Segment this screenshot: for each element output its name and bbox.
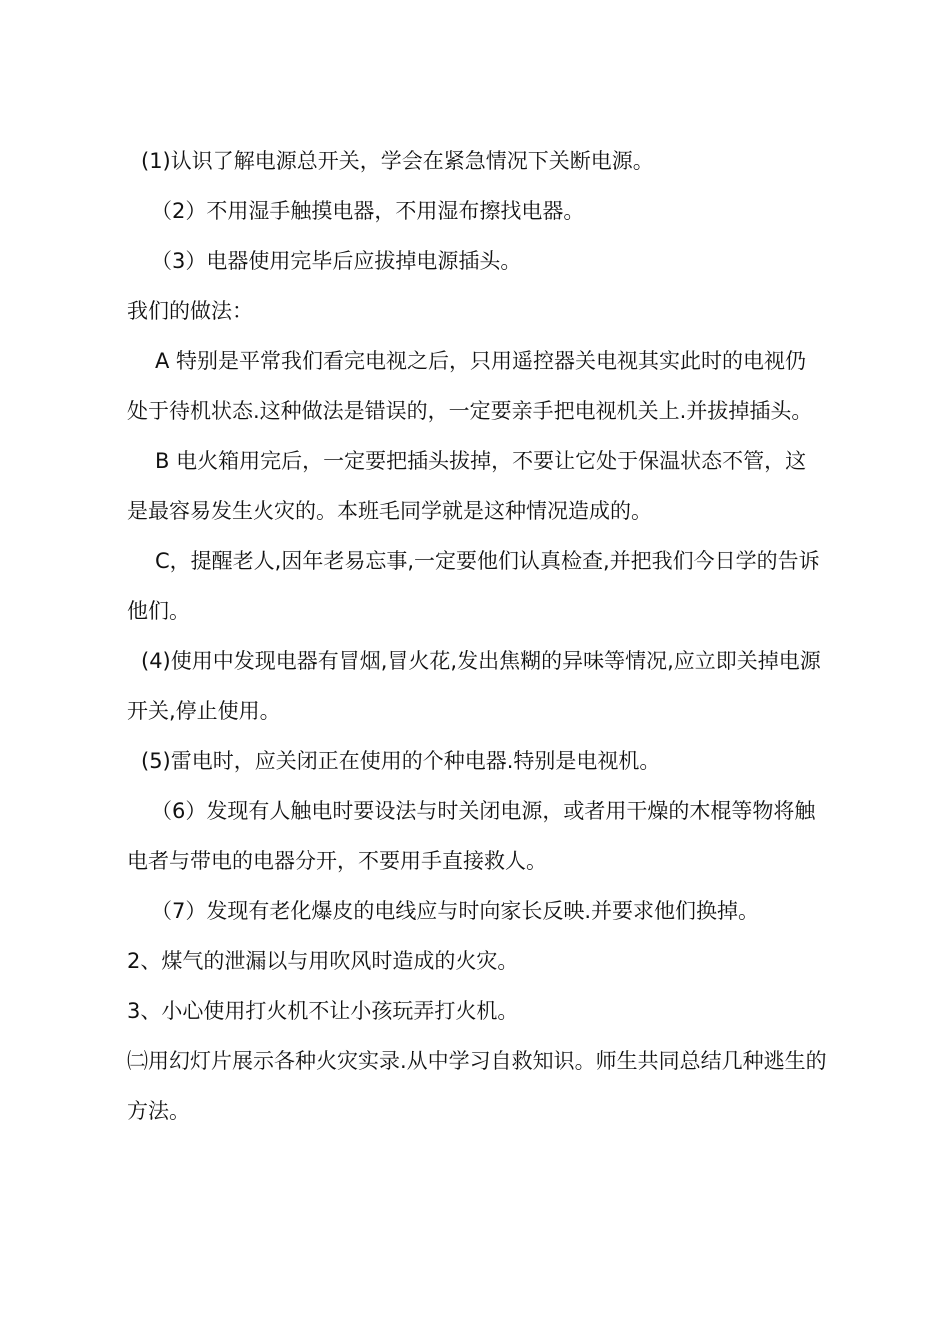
document-body bbox=[127, 136, 827, 1136]
paragraph-approach-a: A 特别是平常我们看完电视之后，只用遥控器关电视其实此时的电视仍处于待机状态.这种做法是错误的，一定要亲手把电视机关上.并拔掉插头。 bbox=[127, 349, 813, 423]
paragraph-approach-b: B 电火箱用完后，一定要把插头拔掉，不要让它处于保温状态不管，这是最容易发生火灾的。本班毛同学就是这种情况造成的。 bbox=[127, 449, 807, 523]
paragraph-our-approach: 我们的做法： bbox=[127, 299, 253, 323]
paragraph-item-6: （6）发现有人触电时要设法与时关闭电源，或者用干燥的木棍等物将触电者与带电的电器分开，不要用手直接救人。 bbox=[127, 799, 816, 873]
paragraph-approach-c: C，提醒老人,因年老易忘事,一定要他们认真检查,并把我们今日学的告诉他们。 bbox=[127, 549, 820, 623]
paragraph-item-7: （7）发现有老化爆皮的电线应与时向家长反映.并要求他们换掉。 bbox=[151, 899, 760, 923]
paragraph-item-2: （2）不用湿手触摸电器，不用湿布擦找电器。 bbox=[151, 199, 585, 223]
paragraph-item-4: (4)使用中发现电器有冒烟,冒火花,发出焦糊的异味等情况,应立即关掉电源开关,停止使用。 bbox=[127, 649, 821, 723]
paragraph-section-3: 3、小心使用打火机不让小孩玩弄打火机。 bbox=[127, 999, 519, 1023]
paragraph-item-1: (1)认识了解电源总开关，学会在紧急情况下关断电源。 bbox=[141, 149, 654, 173]
paragraph-item-5: (5)雷电时，应关闭正在使用的个种电器.特别是电视机。 bbox=[141, 749, 661, 773]
paragraph-part-two: ㈡用幻灯片展示各种火灾实录.从中学习自救知识。师生共同总结几种逃生的方法。 bbox=[127, 1049, 827, 1123]
paragraph-item-3: （3）电器使用完毕后应拔掉电源插头。 bbox=[151, 249, 522, 273]
paragraph-section-2: 2、煤气的泄漏以与用吹风时造成的火灾。 bbox=[127, 949, 519, 973]
